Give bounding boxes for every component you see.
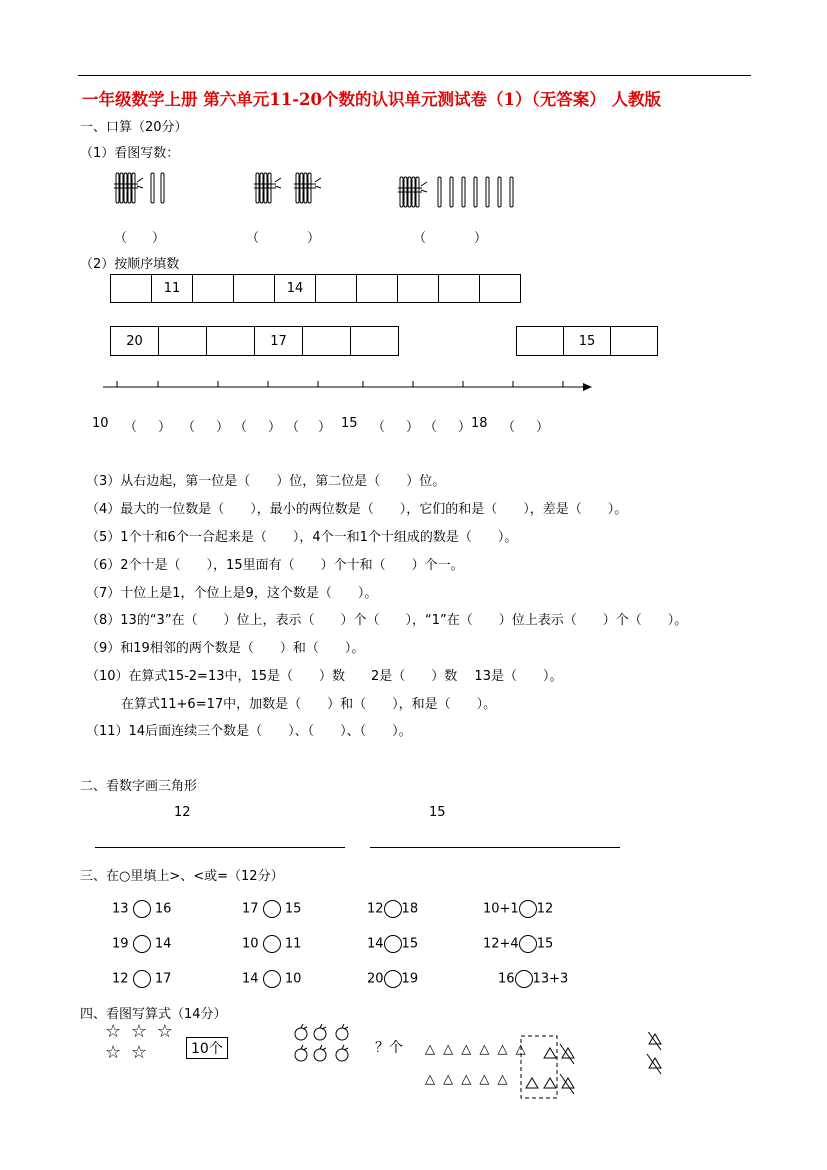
question-10a: （10）在算式15-2=13中，15是（ ）数 2是（ ）数 13是（ ）。 bbox=[86, 669, 563, 684]
numberline-label: 10 bbox=[92, 416, 109, 431]
numberline-blank-close: ） bbox=[158, 420, 172, 435]
question-11: （11）14后面连续三个数是（ ）、（ ）、（ ）。 bbox=[86, 724, 412, 739]
drawing-line[interactable] bbox=[370, 847, 620, 848]
numberline-blank-open: （ bbox=[234, 420, 248, 435]
sequence-cell[interactable]: 15 bbox=[564, 326, 611, 356]
compare-circle[interactable] bbox=[384, 970, 402, 988]
sequence-cell[interactable] bbox=[357, 274, 398, 303]
blank-open: （ bbox=[114, 231, 128, 246]
sequence-cell[interactable] bbox=[517, 326, 564, 356]
compare-item: 12+4 15 bbox=[483, 936, 554, 952]
number-line bbox=[100, 378, 600, 398]
count-box: 10个 bbox=[186, 1037, 228, 1059]
number-12: 12 bbox=[174, 805, 191, 820]
sequence-cell[interactable] bbox=[611, 326, 658, 356]
question-10b: 在算式11+6=17中，加数是（ ）和（ ），和是（ ）。 bbox=[121, 697, 497, 712]
sequence-cell[interactable] bbox=[193, 274, 234, 303]
question-6: （6）2个十是（ ），15里面有（ ）个十和（ ）个一。 bbox=[86, 558, 464, 573]
sequence-cell[interactable]: 17 bbox=[255, 326, 303, 356]
compare-circle[interactable] bbox=[519, 935, 537, 953]
compare-item: 20 19 bbox=[367, 971, 419, 987]
section1-heading: 一、口算（20分） bbox=[80, 120, 188, 135]
numberline-blank-open: （ bbox=[286, 420, 300, 435]
numberline-blank-open: （ bbox=[124, 420, 138, 435]
sequence-cell[interactable] bbox=[351, 326, 399, 356]
number-15: 15 bbox=[429, 805, 446, 820]
section3-heading: 三、在○里填上>、<或=（12分） bbox=[80, 869, 284, 884]
numberline-blank-close: ） bbox=[406, 420, 420, 435]
sequence-cell[interactable] bbox=[111, 274, 152, 303]
compare-item: 16 13+3 bbox=[498, 971, 569, 987]
compare-item: 19 14 bbox=[112, 936, 172, 952]
sequence-row-1 bbox=[110, 274, 521, 303]
sequence-cell[interactable]: 11 bbox=[152, 274, 193, 303]
sequence-cell[interactable] bbox=[398, 274, 439, 303]
compare-circle[interactable] bbox=[133, 970, 151, 988]
section2-heading: 二、看数字画三角形 bbox=[80, 779, 198, 794]
compare-circle[interactable] bbox=[384, 900, 402, 918]
stick-bundle-2 bbox=[254, 173, 321, 203]
compare-item: 14 15 bbox=[367, 936, 419, 952]
sequence-row-3 bbox=[516, 326, 658, 356]
compare-circle[interactable] bbox=[519, 900, 537, 918]
sequence-cell[interactable] bbox=[480, 274, 521, 303]
drawing-line[interactable] bbox=[95, 847, 345, 848]
numberline-blank-close: ） bbox=[216, 420, 230, 435]
star-icon-row: ☆ ☆ ☆ bbox=[105, 1021, 175, 1042]
compare-circle[interactable] bbox=[263, 970, 281, 988]
compare-item: 10+1 12 bbox=[483, 901, 554, 917]
numberline-label: 18 bbox=[471, 416, 488, 431]
compare-item: 17 15 bbox=[242, 901, 302, 917]
crossed-triangles-figure bbox=[515, 1032, 675, 1102]
sequence-cell[interactable] bbox=[303, 326, 351, 356]
compare-circle[interactable] bbox=[515, 970, 533, 988]
question-7: （7）十位上是1，个位上是9，这个数是（ ）。 bbox=[86, 586, 378, 601]
question-5: （5）1个十和6个一合起来是（ ），4个一和1个十组成的数是（ ）。 bbox=[86, 530, 518, 545]
compare-circle[interactable] bbox=[133, 900, 151, 918]
compare-circle[interactable] bbox=[133, 935, 151, 953]
numberline-blank-close: ） bbox=[318, 420, 332, 435]
numberline-blank-open: （ bbox=[502, 420, 516, 435]
sequence-cell[interactable] bbox=[207, 326, 255, 356]
compare-item: 14 10 bbox=[242, 971, 302, 987]
sequence-cell[interactable] bbox=[316, 274, 357, 303]
question-9: （9）和19相邻的两个数是（ ）和（ ）。 bbox=[86, 641, 365, 656]
blank-close: ） bbox=[474, 231, 488, 246]
compare-circle[interactable] bbox=[263, 935, 281, 953]
question-count: ？个 bbox=[375, 1040, 403, 1056]
blank-close: ） bbox=[307, 231, 321, 246]
triangle-icon-row: △ △ △ △ △ bbox=[425, 1072, 510, 1087]
numberline-blank-close: ） bbox=[268, 420, 282, 435]
stick-bundle-1 bbox=[114, 173, 164, 203]
compare-item: 12 17 bbox=[112, 971, 172, 987]
apple-icon-group bbox=[292, 1022, 354, 1064]
numberline-blank-open: （ bbox=[182, 420, 196, 435]
question-4: （4）最大的一位数是（ ），最小的两位数是（ ），它们的和是（ ），差是（ ）。 bbox=[86, 502, 628, 517]
compare-item: 13 16 bbox=[112, 901, 172, 917]
blank-close: ） bbox=[152, 231, 166, 246]
stick-bundles-figure bbox=[110, 170, 530, 220]
compare-item: 10 11 bbox=[242, 936, 302, 952]
sequence-cell[interactable]: 20 bbox=[111, 326, 159, 356]
stick-bundle-3 bbox=[398, 177, 513, 207]
compare-circle[interactable] bbox=[263, 900, 281, 918]
blank-open: （ bbox=[246, 231, 260, 246]
star-icon-row: ☆ ☆ bbox=[105, 1042, 149, 1063]
question-8: （8）13的“3”在（ ）位上，表示（ ）个（ ），“1”在（ ）位上表示（ ）个（ ）。 bbox=[86, 613, 688, 628]
numberline-label: 15 bbox=[341, 416, 358, 431]
sequence-cell[interactable]: 14 bbox=[275, 274, 316, 303]
page-title: 一年级数学上册 第六单元11-20个数的认识单元测试卷（1）（无答案） 人教版 bbox=[82, 90, 661, 109]
triangle-icon-row: △ △ △ △ △ △ bbox=[425, 1042, 528, 1057]
numberline-blank-open: （ bbox=[372, 420, 386, 435]
top-rule bbox=[78, 75, 751, 76]
sequence-row-2 bbox=[110, 326, 399, 356]
question-3: （3）从右边起，第一位是（ ）位，第二位是（ ）位。 bbox=[86, 474, 446, 489]
numberline-blank-close: ） bbox=[536, 420, 550, 435]
sequence-cell[interactable] bbox=[439, 274, 480, 303]
compare-item: 12 18 bbox=[367, 901, 419, 917]
numberline-blank-close: ） bbox=[458, 420, 472, 435]
blank-open: （ bbox=[413, 231, 427, 246]
compare-circle[interactable] bbox=[384, 935, 402, 953]
sequence-cell[interactable] bbox=[159, 326, 207, 356]
section4-heading: 四、看图写算式（14分） bbox=[80, 1007, 227, 1022]
q1-label: （1）看图写数： bbox=[80, 146, 180, 161]
q2-label: （2）按顺序填数 bbox=[80, 257, 180, 272]
numberline-blank-open: （ bbox=[424, 420, 438, 435]
sequence-cell[interactable] bbox=[234, 274, 275, 303]
